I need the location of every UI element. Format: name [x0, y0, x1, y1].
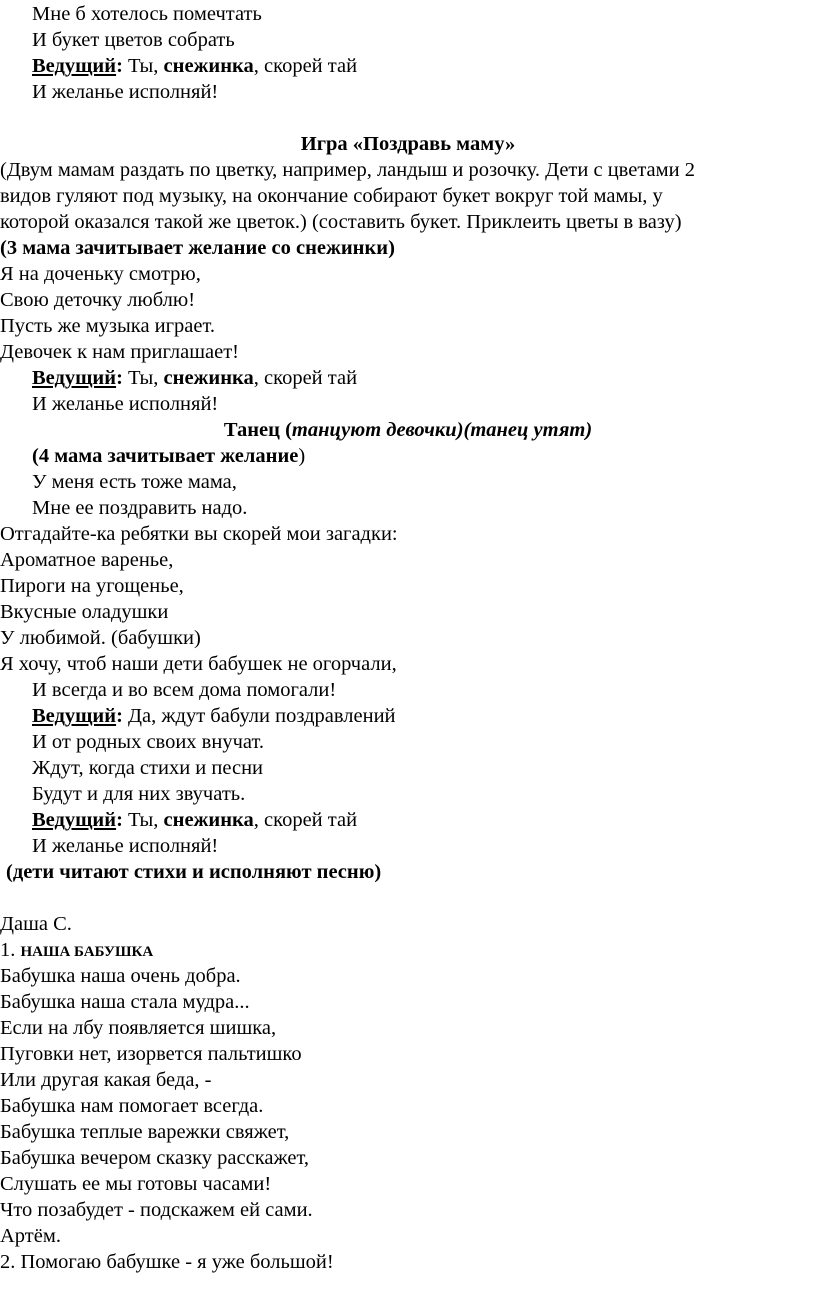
host-colon: :: [116, 55, 123, 77]
text-line: видов гуляют под музыку, на окончание собирают букет вокруг той мамы, у: [0, 185, 663, 207]
host-text: , скорей тай: [253, 367, 358, 389]
dance-italic: танцуют девочки)(танец утят): [291, 419, 593, 441]
text-line: Пуговки нет, изорвется пальтишко: [0, 1043, 302, 1065]
text-line: И желанье исполняй!: [32, 81, 219, 103]
author-name: Артём.: [0, 1225, 61, 1247]
host-colon: :: [116, 809, 123, 831]
text-line: Ароматное варенье,: [0, 549, 174, 571]
text-line: Бабушка нам помогает всегда.: [0, 1095, 264, 1117]
mom4-close: ): [298, 445, 306, 467]
host-colon: :: [116, 367, 123, 389]
text-line: Что позабудет - подскажем ей сами.: [0, 1199, 313, 1221]
text-line: И букет цветов собрать: [32, 29, 235, 51]
host-label: Ведущий: [32, 367, 117, 389]
poem-title: НАША БАБУШКА: [20, 944, 154, 960]
text-line: Девочек к нам приглашает!: [0, 341, 239, 363]
text-line: (Двум мамам раздать по цветку, например, ландыш и розочку. Дети с цветами 2: [0, 159, 695, 181]
host-line: [32, 53, 816, 79]
text-line: И желанье исполняй!: [32, 393, 219, 415]
snowflake-word: снежинка: [163, 809, 254, 831]
text-line: Бабушка наша стала мудра...: [0, 991, 250, 1013]
text-line: Вкусные оладушки: [0, 601, 169, 623]
text-line: Отгадайте-ка ребятки вы скорей мои загадки:: [0, 523, 398, 545]
text-line: И желанье исполняй!: [32, 835, 219, 857]
snowflake-word: снежинка: [163, 55, 254, 77]
text-line: Пусть же музыка играет.: [0, 315, 216, 337]
host-text: , скорей тай: [253, 809, 358, 831]
host-label: Ведущий: [32, 705, 117, 727]
text-line: Пироги на угощенье,: [0, 575, 184, 597]
host-text: Ты,: [122, 367, 164, 389]
text-line: Будут и для них звучать.: [32, 783, 246, 805]
text-line: Мне б хотелось помечтать: [32, 3, 262, 25]
blank-line: [0, 105, 816, 131]
dance-prefix: Танец (: [223, 419, 292, 441]
text-line: 2. Помогаю бабушке - я уже большой!: [0, 1251, 334, 1273]
host-label: Ведущий: [32, 55, 117, 77]
author-name: Даша С.: [0, 913, 72, 935]
dance-title: [0, 417, 816, 443]
text-line: У меня есть тоже мама,: [32, 471, 237, 493]
host-text: Ты,: [122, 55, 164, 77]
text-line: Мне ее поздравить надо.: [32, 497, 248, 519]
text-line: Бабушка вечером сказку расскажет,: [0, 1147, 310, 1169]
text-line: Или другая какая беда, -: [0, 1069, 212, 1091]
stage-direction: (дети читают стихи и исполняют песню): [6, 861, 382, 883]
host-line: [32, 365, 816, 391]
text-line: Бабушка теплые варежки свяжет,: [0, 1121, 290, 1143]
text-line: Я на доченьку смотрю,: [0, 263, 201, 285]
text-line: Если на лбу появляется шишка,: [0, 1017, 277, 1039]
host-text: Ты,: [122, 809, 164, 831]
host-label: Ведущий: [32, 809, 117, 831]
poem-number: 1.: [0, 939, 16, 961]
text-line: Свою деточку люблю!: [0, 289, 196, 311]
text-line: У любимой. (бабушки): [0, 627, 201, 649]
game-title: Игра «Поздравь маму»: [300, 133, 516, 155]
host-colon: :: [116, 705, 123, 727]
blank-line: [0, 885, 816, 911]
text-line: которой оказался такой же цветок.) (составить букет. Приклеить цветы в вазу): [0, 211, 682, 233]
mom4-bold: (4 мама зачитывает желание: [32, 445, 299, 467]
host-text: , скорей тай: [253, 55, 358, 77]
poem-heading: [0, 937, 816, 963]
stage-direction: (3 мама зачитывает желание со снежинки): [0, 237, 395, 259]
text-line: Ждут, когда стихи и песни: [32, 757, 264, 779]
text-line: И всегда и во всем дома помогали!: [32, 679, 337, 701]
host-line: [32, 807, 816, 833]
text-line: Я хочу, чтоб наши дети бабушек не огорчали,: [0, 653, 397, 675]
snowflake-word: снежинка: [163, 367, 254, 389]
text-line: Бабушка наша очень добра.: [0, 965, 241, 987]
host-line: [32, 703, 816, 729]
stage-direction: [32, 443, 816, 469]
text-line: И от родных своих внучат.: [32, 731, 265, 753]
host-text: Да, ждут бабули поздравлений: [122, 705, 396, 727]
text-line: Слушать ее мы готовы часами!: [0, 1173, 272, 1195]
